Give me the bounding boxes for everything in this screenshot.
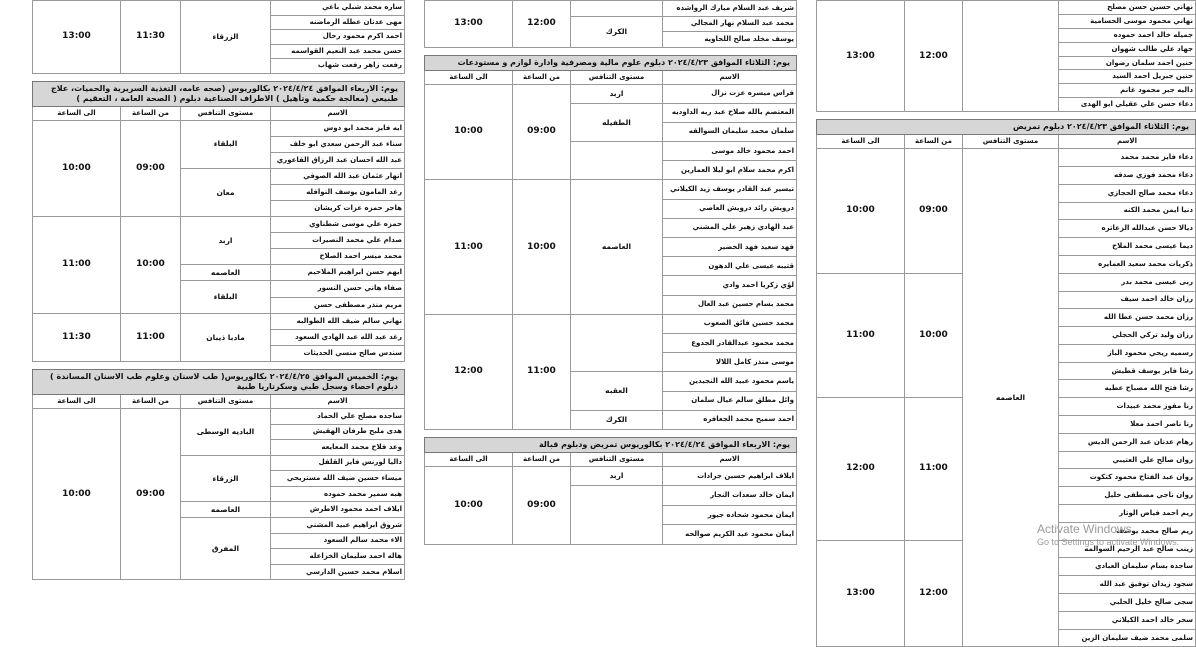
- applicant-name: نهاني سالم ضيف الله الطوالبه: [271, 313, 405, 329]
- time-from: 11:00: [121, 313, 181, 361]
- left-column: [816, 0, 1195, 642]
- competition-level: العاصمه: [963, 149, 1059, 647]
- applicant-name: دعاء فايز محمد محمد: [1059, 149, 1196, 167]
- header-from: من الساعة: [121, 106, 181, 120]
- time-from: 11:00: [905, 398, 963, 540]
- header-level: مستوى التنافس: [181, 106, 271, 120]
- applicant-name: ايمان محمود شحاده جيور: [663, 505, 797, 525]
- applicant-name: اكرم محمد سلام ابو ليلا العمارين: [663, 161, 797, 180]
- competition-level: البلقاء: [181, 120, 271, 168]
- block-gap: [425, 47, 797, 55]
- applicant-name: سجود زيدان توفيق عبد الله: [1059, 576, 1196, 594]
- applicant-name: روان عبد الفتاح محمود كتكوت: [1059, 469, 1196, 487]
- table-row: [33, 1, 405, 16]
- applicant-name: موسى منذر كامل اللالا: [663, 353, 797, 372]
- time-to: 12:00: [425, 314, 513, 429]
- table-row: [425, 1, 797, 17]
- applicant-name: سندس صالح منسي الحديثات: [271, 345, 405, 361]
- applicant-name: ياسم محمود عبيد الله النجيدين: [663, 372, 797, 391]
- applicant-name: زينب صالح عبد الرحيم السوالمه: [1059, 540, 1196, 558]
- applicant-name: روان صالح علي العتيبي: [1059, 451, 1196, 469]
- time-to: 10:00: [33, 408, 121, 580]
- applicant-name: هاله احمد سليمان الخزاعله: [271, 549, 405, 565]
- header-name: الاسم: [271, 394, 405, 408]
- applicant-name: شريف عبد السلام مبارك الرواشده: [663, 1, 797, 17]
- day-title-row: [33, 369, 405, 394]
- applicant-name: محمد محمود عبدالقادر الجدوع: [663, 333, 797, 352]
- applicant-name: رسميه ريحي محمود الباز: [1059, 344, 1196, 362]
- header-to: الى الساعة: [425, 452, 513, 466]
- time-from: 09:00: [121, 408, 181, 580]
- applicant-name: هدى ملبح طرفان الهقيش: [271, 424, 405, 440]
- competition-level: [571, 486, 663, 545]
- time-from: 12:00: [905, 1, 963, 112]
- table-row: [425, 466, 797, 486]
- gap-cell: [425, 429, 797, 437]
- applicant-name: ديما عيسى محمد الملاح: [1059, 238, 1196, 256]
- competition-level: [571, 1, 663, 17]
- header-to: الى الساعة: [817, 135, 905, 149]
- applicant-name: دعاء محمد صالح الحجازي: [1059, 184, 1196, 202]
- header-from: من الساعة: [905, 135, 963, 149]
- gap-cell: [33, 73, 405, 81]
- applicant-name: حنين جبريل احمد السيد: [1059, 70, 1196, 84]
- header-name: الاسم: [663, 452, 797, 466]
- applicant-name: فهد سعيد فهد الخضير: [663, 238, 797, 257]
- right-schedule-table: [32, 0, 405, 580]
- header-level: مستوى التنافس: [571, 452, 663, 466]
- competition-level: اربد: [571, 466, 663, 486]
- applicant-name: رزان خالد احمد سيف: [1059, 291, 1196, 309]
- middle-column: [424, 0, 796, 559]
- time-from: 10:00: [513, 180, 571, 314]
- applicant-name: محمد بسام حسين عبد العال: [663, 295, 797, 314]
- applicant-name: محمد ميسر احمد الصلاح: [271, 249, 405, 265]
- applicant-name: ايلاف ابراهيم حسين جرادات: [663, 466, 797, 486]
- day-title: يوم: الاربعاء الموافق ٢٠٢٤/٤/٢٤ بكالوريوس تمريض ودبلوم قبالة: [425, 437, 797, 452]
- day-title-row: [425, 55, 797, 70]
- competition-level: اربد: [571, 84, 663, 103]
- applicant-name: صفاء هاني حسن النسور: [271, 281, 405, 297]
- applicant-name: نهاني حسين حسن مصلح: [1059, 1, 1196, 15]
- applicant-name: دعاء محمد فوزي صدقه: [1059, 166, 1196, 184]
- applicant-name: انهار عثمان عبد الله الصوفي: [271, 168, 405, 184]
- time-to: 11:00: [425, 180, 513, 314]
- applicant-name: سناء عبد الرحمن سعدي ابو خلف: [271, 136, 405, 152]
- day-title: يوم: الاربعاء الموافق ٢٠٢٤/٤/٢٤ بكالوريوس (صحه عامه، التغذية السريرية والحميات، علاج طبيعي (معالجة حكمية وتأهيل ) الاطراف الصناعية دبلوم ( الصحة العامة ، التعقيم ): [33, 81, 405, 106]
- header-from: من الساعة: [513, 452, 571, 466]
- competition-level: البلقاء: [181, 281, 271, 313]
- day-title-row: [817, 120, 1196, 135]
- header-to: الى الساعة: [33, 394, 121, 408]
- applicant-name: هاجر حمزه عزات كريشان: [271, 200, 405, 216]
- applicant-name: عبد الله احسان عبد الرزاق القاعوري: [271, 152, 405, 168]
- time-to: 13:00: [817, 1, 905, 112]
- time-to: 13:00: [817, 540, 905, 647]
- time-from: 10:00: [905, 273, 963, 398]
- time-to: 11:30: [33, 313, 121, 361]
- windows-activation-watermark: [1037, 522, 1179, 547]
- time-from: 11:30: [121, 1, 181, 74]
- applicant-name: ربى عيسى محمد بدر: [1059, 273, 1196, 291]
- applicant-name: رشا فايز يوسف قطيش: [1059, 362, 1196, 380]
- applicant-name: رفعت زاهر رفعت شهاب: [271, 59, 405, 74]
- applicant-name: ميساء حسين ضيف الله مستريحي: [271, 471, 405, 487]
- header-row: [425, 452, 797, 466]
- header-row: [425, 70, 797, 84]
- competition-level: العاصمه: [571, 180, 663, 314]
- applicant-name: ديالا حسن عبدالله الزعاتره: [1059, 220, 1196, 238]
- competition-level: الكرك: [571, 410, 663, 429]
- competition-level: العقبه: [571, 372, 663, 410]
- applicant-name: ذكريات محمد سعيد العمايره: [1059, 255, 1196, 273]
- time-to: 13:00: [33, 1, 121, 74]
- table-row: [425, 314, 797, 333]
- block-gap: [33, 361, 405, 369]
- time-from: 09:00: [905, 149, 963, 274]
- day-title-row: [425, 437, 797, 452]
- header-row: [33, 394, 405, 408]
- applicant-name: المعتصم بالله صلاح عبد ربه الداوديه: [663, 103, 797, 122]
- applicant-name: حنين احمد سلمان رضوان: [1059, 56, 1196, 70]
- time-to: 13:00: [425, 1, 513, 48]
- header-to: الى الساعة: [425, 70, 513, 84]
- competition-level: الكرك: [571, 16, 663, 47]
- competition-level: معان: [181, 168, 271, 216]
- table-row: [817, 1, 1196, 15]
- competition-level: [571, 142, 663, 180]
- table-row: [817, 149, 1196, 167]
- applicant-name: روان ناجي مصطفى خليل: [1059, 487, 1196, 505]
- applicant-name: ايلاف احمد محمود الاطرش: [271, 502, 405, 518]
- table-row: [33, 120, 405, 136]
- competition-level: الزرقاء: [181, 455, 271, 502]
- applicant-name: سجى صالح خليل الحلبي: [1059, 594, 1196, 612]
- applicant-name: احمد محمود خالد موسى: [663, 142, 797, 161]
- time-from: 09:00: [121, 120, 181, 217]
- competition-level: العاصمه: [181, 265, 271, 281]
- table-row: [33, 217, 405, 233]
- watermark-title: Activate Windows: [1037, 522, 1132, 536]
- header-level: مستوى التنافس: [963, 135, 1059, 149]
- block-gap: [817, 112, 1196, 120]
- applicant-name: احمد اكرم محمود رحال: [271, 30, 405, 45]
- applicant-name: جهاد علي طالب شهوان: [1059, 42, 1196, 56]
- applicant-name: ايه فايز محمد ابو دوس: [271, 120, 405, 136]
- table-row: [33, 313, 405, 329]
- applicant-name: ساجده مصلح علي الحماد: [271, 408, 405, 424]
- time-from: 09:00: [513, 466, 571, 544]
- applicant-name: ساره محمد شبلي باغي: [271, 1, 405, 16]
- applicant-name: رشا فتح الله مصباح عطيه: [1059, 380, 1196, 398]
- applicant-name: تيسير عبد القادر يوسف زيد الكيلاني: [663, 180, 797, 199]
- right-column: [32, 0, 404, 576]
- applicant-name: رنا ناصر احمد معلا: [1059, 416, 1196, 434]
- competition-level: مادبا ذيبان: [181, 313, 271, 361]
- header-name: الاسم: [1059, 135, 1196, 149]
- day-title: يوم: الثلاثاء الموافق ٢٠٢٤/٤/٢٣ دبلوم تمريض: [817, 120, 1196, 135]
- header-level: مستوى التنافس: [181, 394, 271, 408]
- time-to: 10:00: [425, 84, 513, 180]
- applicant-name: سلمان محمد سليمان السوالقه: [663, 122, 797, 141]
- applicant-name: مهى عدنان عطله الرماضنه: [271, 15, 405, 30]
- time-to: 10:00: [817, 149, 905, 274]
- time-from: 11:00: [513, 314, 571, 429]
- applicant-name: احمد سميح محمد الجعافره: [663, 410, 797, 429]
- applicant-name: رغد المامون يوسف النوافله: [271, 184, 405, 200]
- day-title: يوم: الثلاثاء الموافق ٢٠٢٤/٤/٢٣ دبلوم علوم مالية ومصرفية وادارة لوازم و مستودعات: [425, 55, 797, 70]
- competition-level: [963, 1, 1059, 112]
- applicant-name: عبد الهادي زهير علي المشني: [663, 218, 797, 237]
- competition-level: المفرق: [181, 518, 271, 580]
- applicant-name: شروق ابراهيم عبيد المشني: [271, 518, 405, 534]
- header-level: مستوى التنافس: [571, 70, 663, 84]
- time-from: 09:00: [513, 84, 571, 180]
- header-row: [817, 135, 1196, 149]
- time-to: 10:00: [425, 466, 513, 544]
- applicant-name: رهام عدنان عبد الرحمن الديس: [1059, 433, 1196, 451]
- applicant-name: محمد حسين فائق الصعوب: [663, 314, 797, 333]
- time-from: 12:00: [905, 540, 963, 647]
- table-row: [425, 84, 797, 103]
- applicant-name: حمزه علي موسى شطناوي: [271, 217, 405, 233]
- applicant-name: نهاني محمود موسى الحسامية: [1059, 14, 1196, 28]
- header-name: الاسم: [271, 106, 405, 120]
- applicant-name: رغد عبد الله عبد الهادي السعود: [271, 329, 405, 345]
- header-to: الى الساعة: [33, 106, 121, 120]
- watermark-subtitle: Go to Settings to activate Windows.: [1037, 537, 1180, 547]
- applicant-name: لؤي زكريا احمد وادي: [663, 276, 797, 295]
- applicant-name: ايمان خالد سعدات النجار: [663, 486, 797, 506]
- applicant-name: سلمى محمد ضيف سليمان الزين: [1059, 629, 1196, 647]
- middle-schedule-table: [424, 0, 797, 545]
- applicant-name: صدام علي محمد النصيرات: [271, 233, 405, 249]
- competition-level: العاصمه: [181, 502, 271, 518]
- applicant-name: قتيبه عيسى علي الدهون: [663, 257, 797, 276]
- header-from: من الساعة: [513, 70, 571, 84]
- applicant-name: الاء محمد سالم السعود: [271, 533, 405, 549]
- applicant-name: مريم منذر مصطفى حسن: [271, 297, 405, 313]
- competition-level: الباديه الوسطى: [181, 408, 271, 455]
- applicant-name: دعاء حسن علي عقيلي ابو الهدى: [1059, 98, 1196, 112]
- header-row: [33, 106, 405, 120]
- applicant-name: داليه جبر محمود غانم: [1059, 84, 1196, 98]
- applicant-name: درويش رائد درويش العاصي: [663, 199, 797, 218]
- gap-cell: [817, 112, 1196, 120]
- time-to: 11:00: [33, 217, 121, 314]
- applicant-name: رنا مفوز محمد عبيدات: [1059, 398, 1196, 416]
- day-title-row: [33, 81, 405, 106]
- block-gap: [33, 73, 405, 81]
- competition-level: الزرقاء: [181, 1, 271, 74]
- applicant-name: ساجده بسام سليمان العبادي: [1059, 558, 1196, 576]
- applicant-name: فراس ميسره عزت نزال: [663, 84, 797, 103]
- applicant-name: وعد فلاح محمد المعايعه: [271, 440, 405, 456]
- applicant-name: جميله خالد احمد حموده: [1059, 28, 1196, 42]
- applicant-name: هبه سمير محمد حموده: [271, 486, 405, 502]
- applicant-name: ايمان محمود عبد الكريم صوالحه: [663, 525, 797, 545]
- time-to: 11:00: [817, 273, 905, 398]
- competition-level: [571, 314, 663, 372]
- table-row: [33, 408, 405, 424]
- day-title: يوم: الخميس الموافق ٢٠٢٤/٤/٢٥ بكالوريوس( طب لاسنان وعلوم طب الاسنان المساندة ) دبلوم احصاء وسجل طبي وسكرتاريا طبية: [33, 369, 405, 394]
- competition-level: الطفيله: [571, 103, 663, 141]
- applicant-name: رزان وليد تركي الحجلي: [1059, 327, 1196, 345]
- gap-cell: [33, 361, 405, 369]
- applicant-name: داليا لورنس فايز القلقل: [271, 455, 405, 471]
- applicant-name: سحر خالد احمد الكيلاني: [1059, 611, 1196, 629]
- time-from: 12:00: [513, 1, 571, 48]
- gap-cell: [425, 47, 797, 55]
- time-from: 10:00: [121, 217, 181, 314]
- applicant-name: محمد عبد السلام نهار المجالي: [663, 16, 797, 32]
- applicant-name: وائل مطلق سالم عيال سلمان: [663, 391, 797, 410]
- left-schedule-table: [816, 0, 1196, 647]
- applicant-name: ريم صالح محمد يوسف: [1059, 522, 1196, 540]
- applicant-name: ابهم حسن ابراهيم الملاحيم: [271, 265, 405, 281]
- competition-level: اربد: [181, 217, 271, 265]
- time-to: 10:00: [33, 120, 121, 217]
- applicant-name: رزان محمد حسن عطا الله: [1059, 309, 1196, 327]
- block-gap: [425, 429, 797, 437]
- header-name: الاسم: [663, 70, 797, 84]
- applicant-name: دنيا ايمن محمد الكنه: [1059, 202, 1196, 220]
- table-row: [425, 180, 797, 199]
- applicant-name: يوسف مخلد صالح اللحاويه: [663, 32, 797, 48]
- time-to: 12:00: [817, 398, 905, 540]
- applicant-name: ريم احمد فياض الوتار: [1059, 505, 1196, 523]
- applicant-name: اسلام محمد حسين الدارسي: [271, 564, 405, 580]
- header-from: من الساعة: [121, 394, 181, 408]
- applicant-name: حسن محمد عبد النعيم القواسمه: [271, 44, 405, 59]
